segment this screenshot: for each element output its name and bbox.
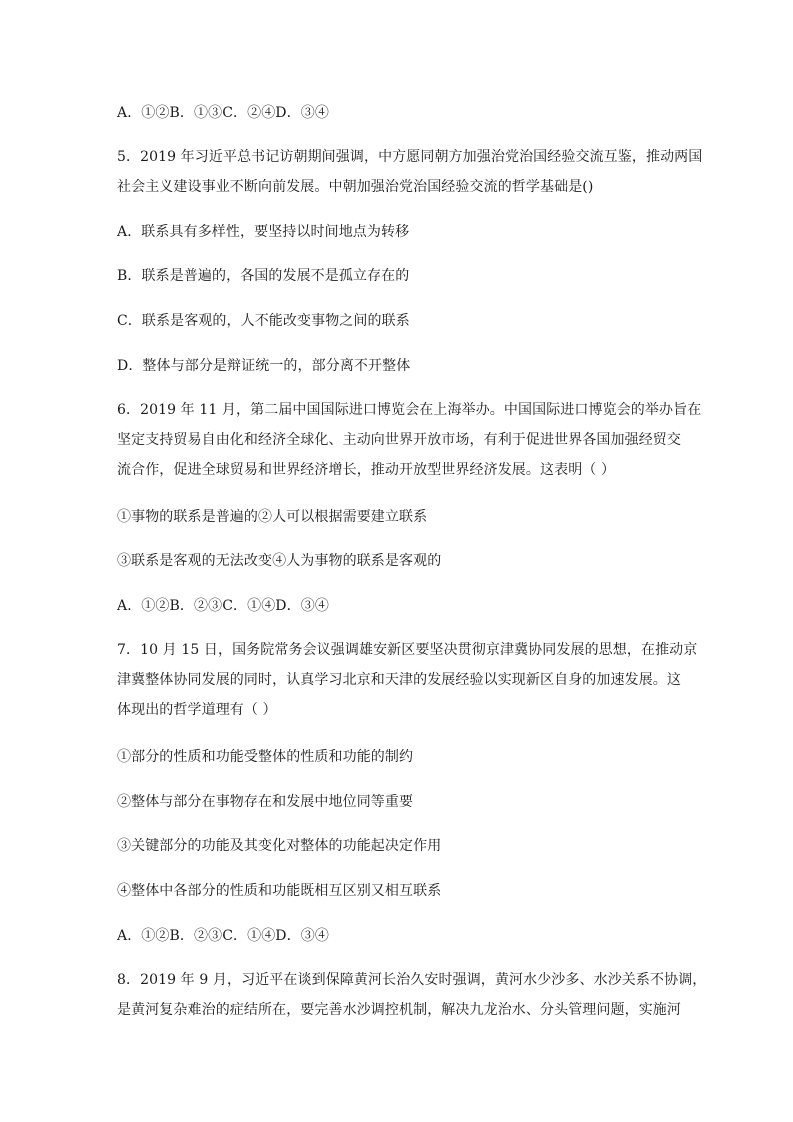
answer-options-q7: A．①②B．②③C．①④D．③④ xyxy=(117,928,329,944)
question-5-option-d: D．整体与部分是辩证统一的，部分离不开整体 xyxy=(117,358,411,374)
question-7-line-3: 体现出的哲学道理有（ ） xyxy=(117,702,277,718)
question-6-statement-1-2: ①事物的联系是普遍的②人可以根据需要建立联系 xyxy=(117,509,428,525)
question-5-option-b: B．联系是普遍的，各国的发展不是孤立存在的 xyxy=(117,268,410,284)
question-5-line-1: 5．2019 年习近平总书记访朝期间强调，中方愿同朝方加强治党治国经验交流互鉴，推动两国 xyxy=(117,149,703,165)
answer-options-q4: A．①②B．①③C．②④D．③④ xyxy=(117,105,329,121)
question-5-option-a: A．联系具有多样性，要坚持以时间地点为转移 xyxy=(117,224,410,240)
question-7-statement-1: ①部分的性质和功能受整体的性质和功能的制约 xyxy=(117,749,414,765)
answer-options-q6: A．①②B．②③C．①④D．③④ xyxy=(117,598,329,614)
question-5-line-2: 社会主义建设事业不断向前发展。中朝加强治党治国经验交流的哲学基础是() xyxy=(117,179,594,195)
question-6-statement-3-4: ③联系是客观的无法改变④人为事物的联系是客观的 xyxy=(117,553,442,569)
question-8-line-2: 是黄河复杂难治的症结所在，要完善水沙调控机制，解决九龙治水、分头管理问题，实施河 xyxy=(117,1002,681,1018)
question-7-line-1: 7．10 月 15 日，国务院常务会议强调雄安新区要坚决贯彻京津冀协同发展的思想，在推动京 xyxy=(117,642,698,658)
question-6-line-2: 坚定支持贸易自由化和经济全球化、主动向世界开放市场，有利于促进世界各国加强经贸交 xyxy=(117,432,681,448)
question-8-line-1: 8．2019 年 9 月，习近平在谈到保障黄河长治久安时强调，黄河水少沙多、水沙关系不协调， xyxy=(117,972,707,988)
question-7-statement-4: ④整体中各部分的性质和功能既相互区别又相互联系 xyxy=(117,883,442,899)
question-7-statement-2: ②整体与部分在事物存在和发展中地位同等重要 xyxy=(117,794,414,810)
question-6-line-3: 流合作，促进全球贸易和世界经济增长，推动开放型世界经济发展。这表明（ ） xyxy=(117,462,616,478)
question-6-line-1: 6．2019 年 11 月，第二届中国国际进口博览会在上海举办。中国国际进口博览会的举办旨在 xyxy=(117,402,702,418)
question-7-line-2: 津冀整体协同发展的同时，认真学习北京和天津的发展经验以实现新区自身的加速发展。这 xyxy=(117,672,681,688)
question-5-option-c: C．联系是客观的，人不能改变事物之间的联系 xyxy=(117,313,410,329)
question-7-statement-3: ③关键部分的功能及其变化对整体的功能起决定作用 xyxy=(117,838,442,854)
